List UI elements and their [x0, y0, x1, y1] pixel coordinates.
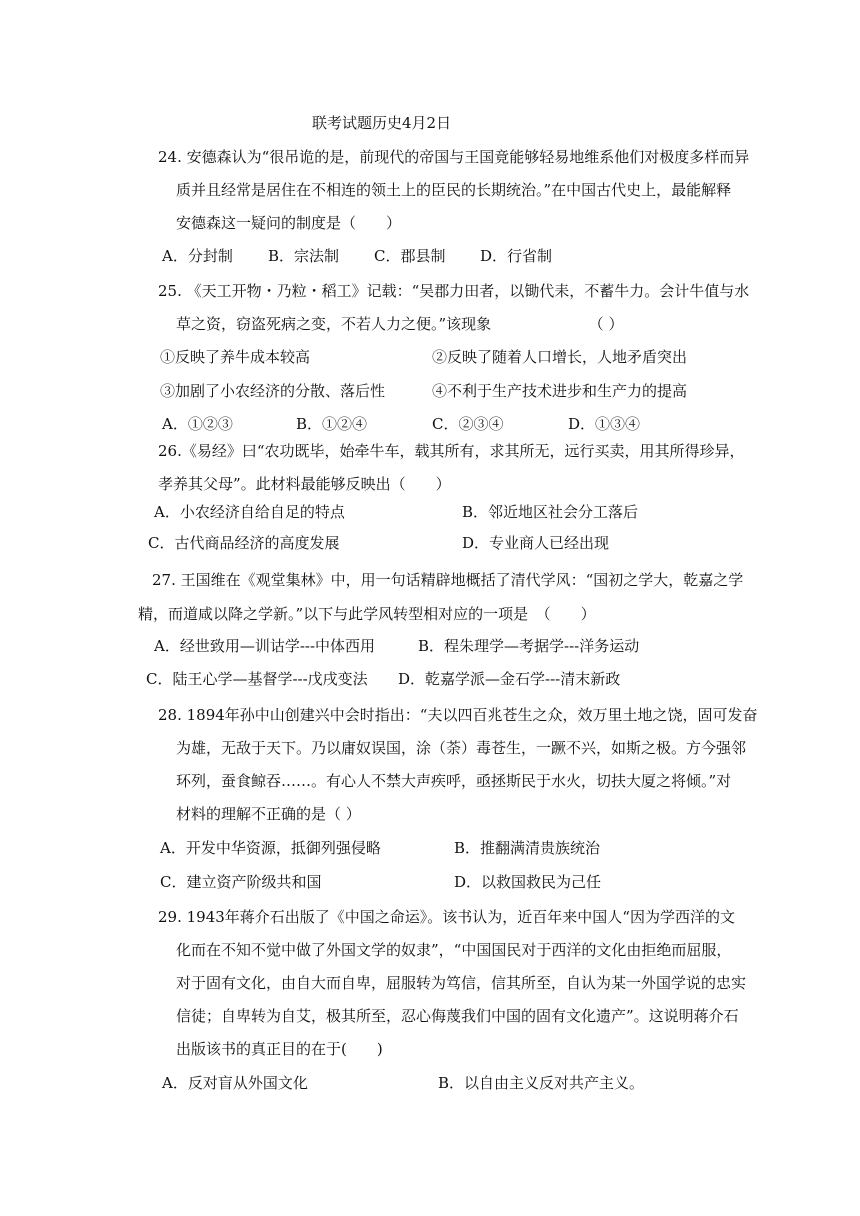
q25-line-1: 25. 《天工开物・乃粒・稻工》记载：“吴郡力田者，以锄代耒，不蓄牛力。会计牛值与水 [158, 282, 750, 300]
q29-line-1: 29. 1943年蒋介石出版了《中国之命运》。该书认为，近百年来中国人“因为学西洋的文 [158, 908, 735, 926]
q27-option-c: C．陆王心学—基督学---戊戌变法 [146, 670, 368, 688]
q29-option-a: A．反对盲从外国文化 [162, 1074, 308, 1092]
q28-option-a: A．开发中华资源，抵御列强侵略 [160, 839, 381, 857]
q25-statement-3: ③加剧了小农经济的分散、落后性 [160, 382, 386, 400]
q25-statement-1: ①反映了养牛成本较高 [160, 348, 311, 366]
q28-line-1: 28. 1894年孙中山创建兴中会时指出：“夫以四百兆苍生之众，效万里土地之饶，固可发奋 [158, 706, 758, 724]
q27-option-b: B．程朱理学—考据学---洋务运动 [418, 637, 640, 655]
q27-option-a: A．经世致用—训诂学---中体西用 [154, 637, 376, 655]
q28-line-3: 环列，蚕食鲸吞……。有心人不禁大声疾呼，亟拯斯民于水火，切扶大厦之将倾。”对 [176, 772, 732, 790]
q25-line-2: 草之资，窃盗死病之变，不若人力之便。”该现象 （ ） [176, 315, 624, 333]
q29-line-5: 出版该书的真正目的在于( ) [176, 1040, 383, 1058]
q24-option-b: B．宗法制 [268, 247, 340, 265]
q27-line-2: 精，而道咸以降之学新。”以下与此学风转型相对应的一项是 （ ） [138, 605, 596, 623]
q28-option-d: D．以救国救民为己任 [454, 873, 602, 891]
exam-header: 联考试题历史4月2日 [312, 114, 452, 132]
q28-line-2: 为雄，无敌于天下。乃以庸奴误国，涂（荼）毒苍生，一蹶不兴，如斯之极。方今强邻 [176, 739, 747, 757]
q24-line-3: 安德森这一疑问的制度是（ ） [176, 214, 402, 232]
q24-line-1: 24. 安德森认为“很吊诡的是，前现代的帝国与王国竟能够轻易地维系他们对极度多样而异 [158, 148, 750, 166]
q27-option-d: D．乾嘉学派—金石学---清末新政 [398, 670, 621, 688]
q29-line-4: 信徒；自卑转为自艾，极其所至，忍心侮蔑我们中国的固有文化遗产”。这说明蒋介石 [176, 1007, 739, 1025]
q28-option-c: C．建立资产阶级共和国 [160, 873, 322, 891]
q25-option-d: D．①③④ [568, 415, 641, 433]
q25-option-a: A．①②③ [162, 415, 233, 433]
q28-option-b: B．推翻满清贵族统治 [454, 839, 601, 857]
q26-option-b: B．邻近地区社会分工落后 [462, 503, 639, 521]
q28-line-4: 材料的理解不正确的是（ ） [176, 805, 361, 823]
q26-option-a: A．小农经济自给自足的特点 [154, 503, 345, 521]
q25-statement-2: ②反映了随着人口增长，人地矛盾突出 [432, 348, 688, 366]
q25-statement-4: ④不利于生产技术进步和生产力的提高 [432, 382, 688, 400]
q26-option-d: D．专业商人已经出现 [462, 534, 610, 552]
q26-line-1: 26.《易经》曰“农功既毕，始牵牛车，载其所有，求其所无，远行买卖，用其所得珍异， [158, 442, 745, 460]
q26-line-2: 孝养其父母”。此材料最能够反映出（ ） [158, 475, 451, 493]
q24-line-2: 质并且经常是居住在不相连的领土上的臣民的长期统治。”在中国古代史上，最能解释 [176, 181, 732, 199]
q25-option-b: B．①②④ [296, 415, 368, 433]
q26-option-c: C．古代商品经济的高度发展 [148, 534, 340, 552]
q29-option-b: B．以自由主义反对共产主义。 [438, 1074, 645, 1092]
q27-line-1: 27. 王国维在《观堂集林》中，用一句话精辟地概括了清代学风：“国初之学大，乾嘉之学 [152, 571, 744, 589]
q29-line-3: 对于固有文化，由自大而自卑，屈服转为笃信，信其所至，自认为某一外国学说的忠实 [176, 974, 747, 992]
q24-option-a: A．分封制 [162, 247, 233, 265]
q29-line-2: 化而在不知不觉中做了外国文学的奴隶”，“中国国民对于西洋的文化由拒绝而屈服， [176, 941, 732, 959]
q24-option-d: D．行省制 [480, 247, 553, 265]
q25-option-c: C．②③④ [432, 415, 504, 433]
q24-option-c: C．郡县制 [374, 247, 446, 265]
